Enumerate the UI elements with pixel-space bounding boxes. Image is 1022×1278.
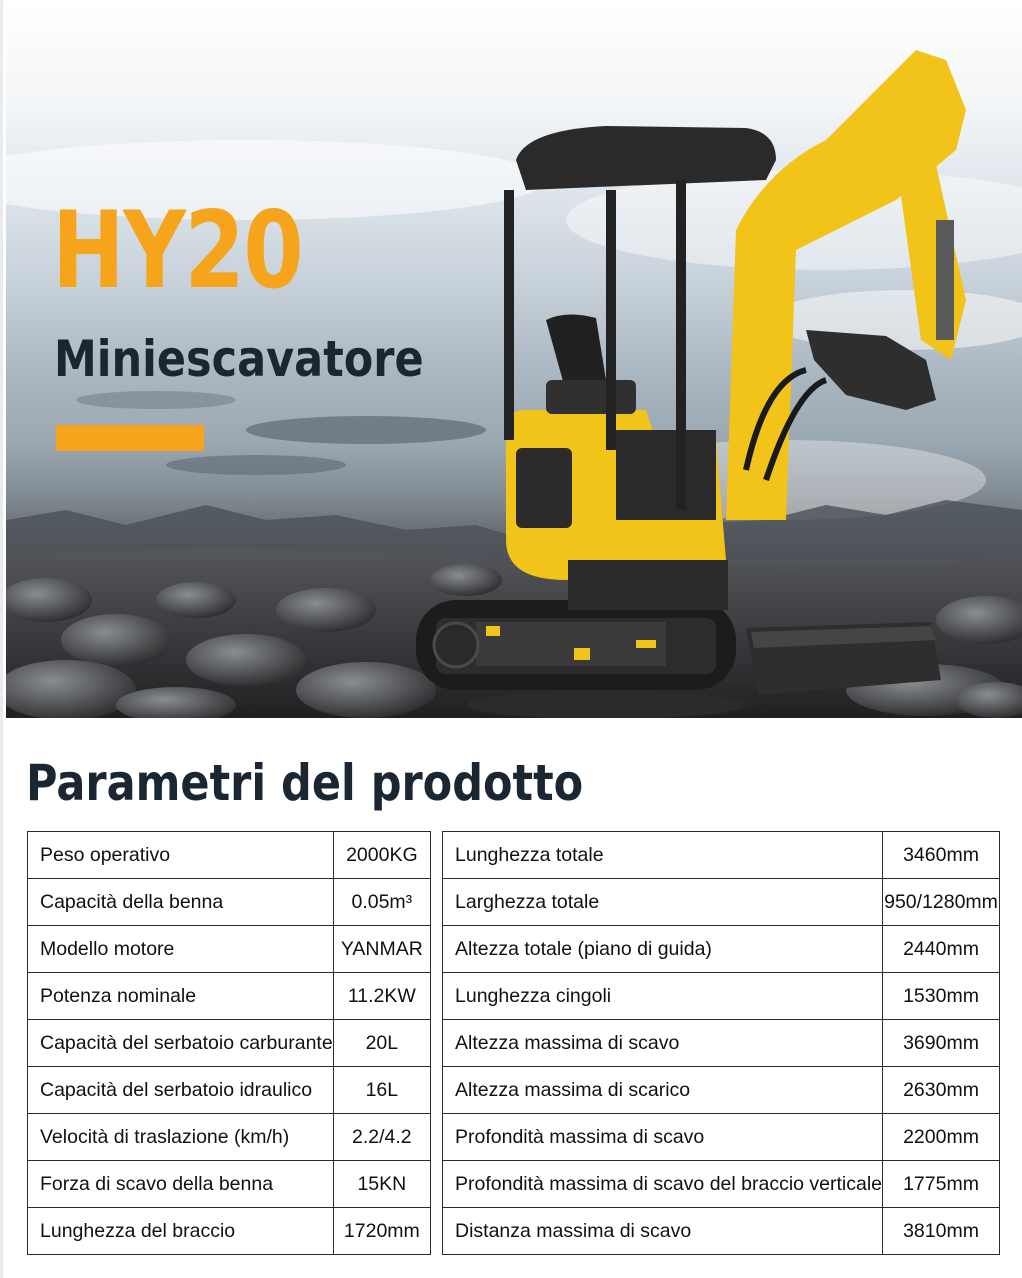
spec-label: Velocità di traslazione (km/h)	[28, 1114, 334, 1161]
spec-label: Forza di scavo della benna	[28, 1161, 334, 1208]
spec-value: 2200mm	[883, 1114, 1000, 1161]
accent-bar	[56, 425, 204, 451]
spec-label: Lunghezza cingoli	[443, 973, 883, 1020]
spec-label: Lunghezza totale	[443, 832, 883, 879]
table-row	[443, 879, 1000, 926]
table-row	[443, 1114, 1000, 1161]
spec-value: 20L	[333, 1020, 430, 1067]
spec-label: Capacità della benna	[28, 879, 334, 926]
spec-value: 16L	[333, 1067, 430, 1114]
spec-label: Distanza massima di scavo	[443, 1208, 883, 1255]
spec-label: Profondità massima di scavo del braccio verticale	[443, 1161, 883, 1208]
spec-value: 3810mm	[883, 1208, 1000, 1255]
table-row	[443, 1067, 1000, 1114]
spec-value: 2630mm	[883, 1067, 1000, 1114]
model-title: HY20	[52, 189, 303, 312]
spec-label: Profondità massima di scavo	[443, 1114, 883, 1161]
table-row	[28, 1067, 431, 1114]
table-row	[443, 1020, 1000, 1067]
spec-table-left	[27, 831, 431, 1255]
table-row	[443, 973, 1000, 1020]
spec-label: Larghezza totale	[443, 879, 883, 926]
hero-banner	[6, 0, 1022, 718]
spec-label: Potenza nominale	[28, 973, 334, 1020]
spec-label: Lunghezza del braccio	[28, 1208, 334, 1255]
spec-value: 1720mm	[333, 1208, 430, 1255]
spec-label: Altezza massima di scarico	[443, 1067, 883, 1114]
spec-value: 2000KG	[333, 832, 430, 879]
spec-value: 0.05m³	[333, 879, 430, 926]
spec-label: Capacità del serbatoio idraulico	[28, 1067, 334, 1114]
spec-value: 950/1280mm	[883, 879, 1000, 926]
spec-value: 2440mm	[883, 926, 1000, 973]
spec-value: 1775mm	[883, 1161, 1000, 1208]
table-row	[28, 973, 431, 1020]
spec-label: Modello motore	[28, 926, 334, 973]
table-row	[28, 1020, 431, 1067]
table-row	[28, 926, 431, 973]
table-row	[28, 1114, 431, 1161]
spec-value: 3690mm	[883, 1020, 1000, 1067]
spec-label: Capacità del serbatoio carburante	[28, 1020, 334, 1067]
table-row	[28, 879, 431, 926]
table-row	[443, 1161, 1000, 1208]
spec-value: 11.2KW	[333, 973, 430, 1020]
spec-value: 15KN	[333, 1161, 430, 1208]
section-title: Parametri del prodotto	[26, 754, 584, 812]
spec-value: 1530mm	[883, 973, 1000, 1020]
table-row	[28, 1161, 431, 1208]
spec-value: 2.2/4.2	[333, 1114, 430, 1161]
table-row	[28, 1208, 431, 1255]
spec-value: 3460mm	[883, 832, 1000, 879]
spec-table-right	[442, 831, 1000, 1255]
table-row	[28, 832, 431, 879]
spec-label: Altezza totale (piano di guida)	[443, 926, 883, 973]
spec-label: Altezza massima di scavo	[443, 1020, 883, 1067]
model-subtitle: Miniescavatore	[54, 330, 424, 388]
spec-value: YANMAR	[333, 926, 430, 973]
table-row	[443, 926, 1000, 973]
page-edge	[0, 0, 3, 1278]
table-row	[443, 832, 1000, 879]
spec-label: Peso operativo	[28, 832, 334, 879]
table-row	[443, 1208, 1000, 1255]
